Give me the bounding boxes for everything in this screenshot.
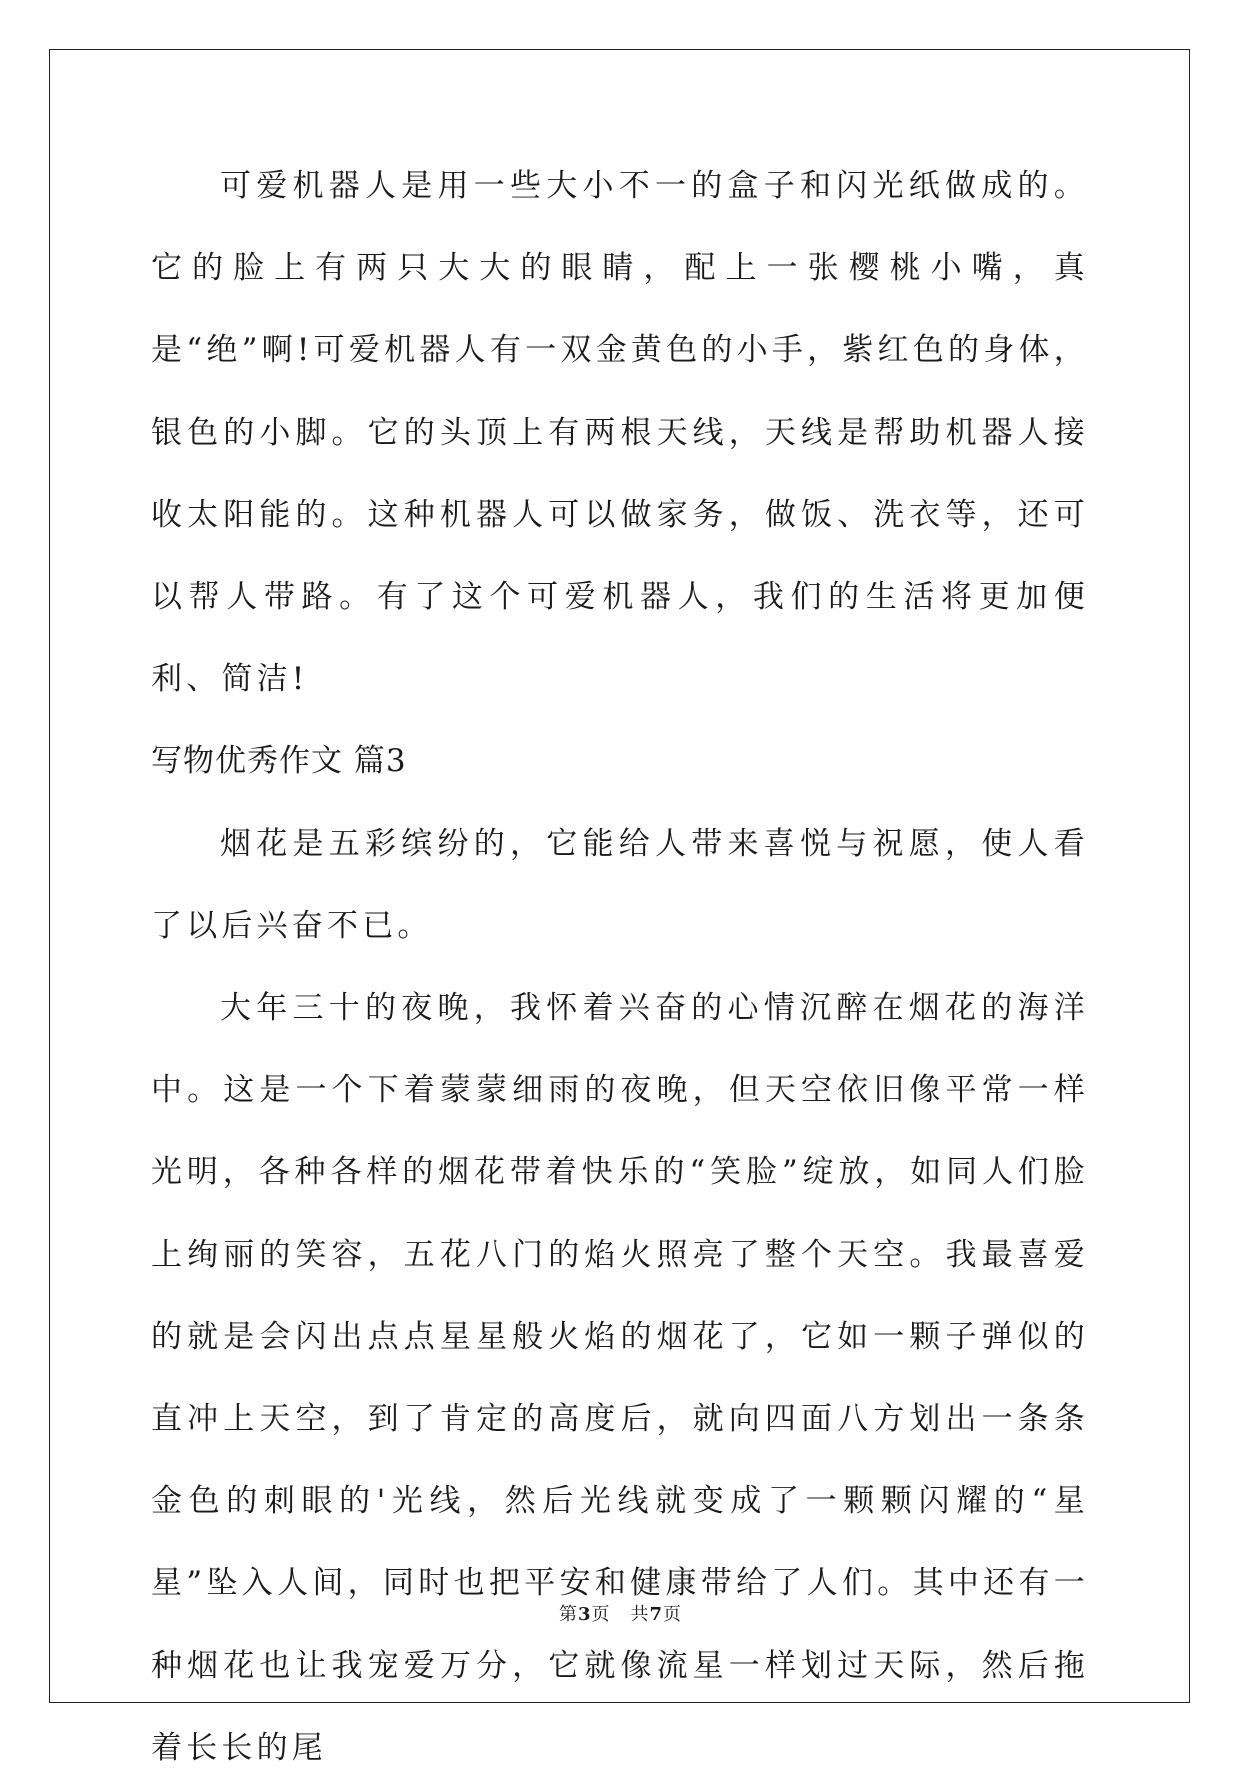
page-suffix: 页: [591, 1604, 611, 1625]
paragraph-robot-description: 可爱机器人是用一些大小不一的盒子和闪光纸做成的。它的脸上有两只大大的眼睛，配上一张樱桃小嘴，真是“绝”啊!可爱机器人有一双金黄色的小手，紫红色的身体，银色的小脚。它的头顶上有两根天线，天线是帮助机器人接收太阳能的。这种机器人可以做家务，做饭、洗衣等，还可以帮人带路。有了这个可爱机器人，我们的生活将更加便利、简洁!: [151, 168, 1089, 698]
current-page-number: 3: [577, 1604, 592, 1625]
page-prefix: 第: [558, 1604, 578, 1625]
total-suffix: 页: [663, 1604, 683, 1625]
page-footer: [0, 1603, 1241, 1627]
document-body: [151, 145, 1089, 1789]
total-page-number: 7: [649, 1604, 664, 1625]
total-prefix: 共: [630, 1604, 650, 1625]
paragraph-fireworks-intro: 烟花是五彩缤纷的，它能给人带来喜悦与祝愿，使人看了以后兴奋不已。: [151, 825, 1089, 944]
section-heading: 写物优秀作文 篇3: [151, 743, 407, 780]
paragraph-new-year-eve: 大年三十的夜晚，我怀着兴奋的心情沉醉在烟花的海洋中。这是一个下着蒙蒙细雨的夜晚，但天空依旧像平常一样光明，各种各样的烟花带着快乐的“笑脸”绽放，如同人们脸上绚丽的笑容，五花八门的焰火照亮了整个天空。我最喜爱的就是会闪出点点星星般火焰的烟花了，它如一颗子弹似的直冲上天空，到了肯定的高度后，就向四面八方划出一条条金色的刺眼的'光线，然后光线就变成了一颗颗闪耀的“星星”坠入人间，同时也把平安和健康带给了人们。其中还有一种烟花也让我宠爱万分，它就像流星一样划过天际，然后拖着长长的尾: [151, 990, 1089, 1766]
